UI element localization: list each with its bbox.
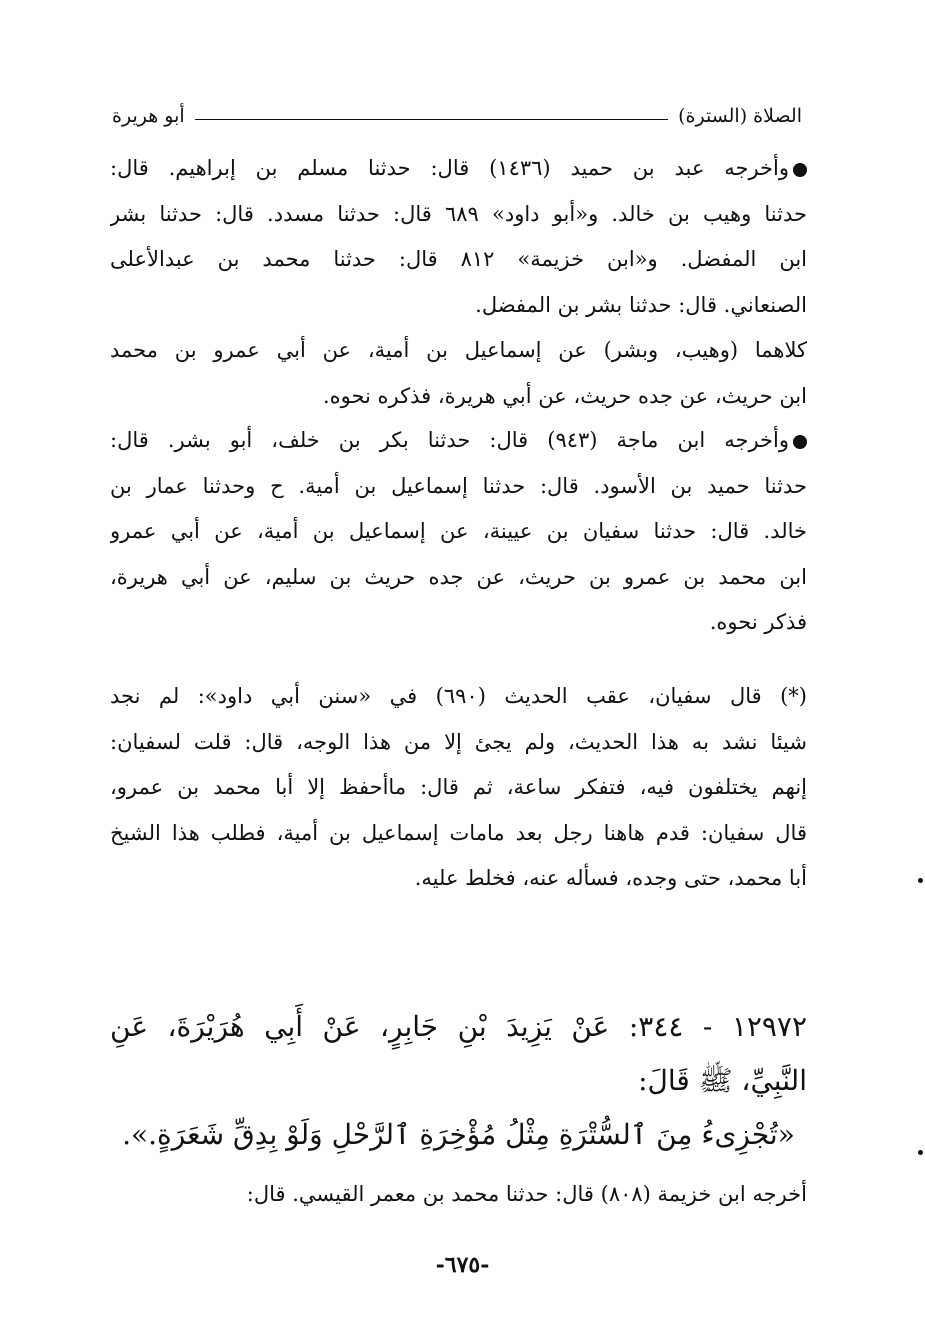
bullet-icon	[793, 435, 807, 449]
takhrij-paragraph-1	[110, 146, 807, 328]
text-line: إنهم يختلفون فيه، فتفكر ساعة، ثم قال: ماأحفظ إلا أبا محمد بن عمرو،	[110, 775, 807, 799]
hadith-isnad-line: النَّبِيِّ، ﷺ قَالَ:	[638, 1064, 807, 1097]
text-line: أبا محمد، حتى وجده، فسأله عنه، فخلط عليه.	[414, 866, 807, 890]
footnote-paragraph	[110, 674, 807, 902]
header-subject: أبو هريرة	[112, 105, 185, 127]
text-line: شيئا نشد به هذا الحديث، ولم يجئ إلا من هذا الوجه، قال: قلت لسفيان:	[110, 729, 807, 754]
hadith-isnad-line: ١٢٩٧٢ - ٣٤٤: عَنْ يَزِيدَ بْنِ جَابِرٍ، عَنْ أَبِي هُرَيْرَةَ، عَنِ	[110, 1010, 807, 1043]
margin-dot	[918, 1150, 923, 1155]
text-line: أخرجه ابن خزيمة (٨٠٨) قال: حدثنا محمد بن معمر القيسي. قال:	[246, 1182, 807, 1206]
text-line: كلاهما (وهيب، وبشر) عن إسماعيل بن أمية، عن أبي عمرو بن محمد	[110, 338, 807, 362]
page-number: -٦٧٥-	[435, 1252, 490, 1278]
margin-dot	[918, 878, 923, 883]
text-line: حدثنا حميد بن الأسود. قال: حدثنا إسماعيل بن أمية. ح وحدثنا عمار بن	[110, 473, 807, 498]
running-header	[112, 96, 802, 136]
text-line: حدثنا وهيب بن خالد. و«أبو داود» ٦٨٩ قال: حدثنا مسدد. قال: حدثنا بشر	[110, 201, 807, 226]
text-line: ابن محمد بن عمرو بن حريث، عن جده حريث بن سليم، عن أبي هريرة،	[110, 564, 807, 589]
header-section-title: الصلاة (السترة)	[678, 105, 802, 127]
text-line: قال سفيان: قدم هاهنا رجل بعد مامات إسماعيل بن أمية، فطلب هذا الشيخ	[110, 820, 807, 845]
text-line: الصنعاني. قال: حدثنا بشر بن المفضل.	[475, 292, 807, 317]
text-line: ابن المفضل. و«ابن خزيمة» ٨١٢ قال: حدثنا محمد بن عبدالأعلى	[110, 247, 807, 271]
kilahuma-paragraph	[110, 328, 807, 419]
hadith-matn: «تُجْزِىءُ مِنَ ٱلسُّتْرَةِ مِثْلُ مُؤْخِرَةِ ٱلرَّحْلِ وَلَوْ بِدِقِّ شَعَرَةٍ.».	[122, 1118, 795, 1151]
text-line: خالد. قال: حدثنا سفيان بن عيينة، عن إسماعيل بن أمية، عن أبي عمرو	[110, 519, 807, 543]
text-line: ابن حريث، عن جده حريث، عن أبي هريرة، فذكره نحوه.	[322, 383, 807, 408]
text-line: (*) قال سفيان، عقب الحديث (٦٩٠) في «سنن أبي داود»: لم نجد	[110, 684, 807, 708]
takhrij-paragraph-2	[110, 418, 807, 646]
hadith-block	[110, 1000, 807, 1162]
takhrij-paragraph-3	[110, 1172, 807, 1218]
text-line: وأخرجه عبد بن حميد (١٤٣٦) قال: حدثنا مسلم بن إبراهيم. قال:	[110, 146, 807, 192]
text-line: وأخرجه ابن ماجة (٩٤٣) قال: حدثنا بكر بن خلف، أبو بشر. قال:	[110, 418, 807, 464]
header-rule	[195, 119, 668, 120]
bullet-icon	[793, 163, 807, 177]
text-line: فذكر نحوه.	[709, 610, 807, 634]
